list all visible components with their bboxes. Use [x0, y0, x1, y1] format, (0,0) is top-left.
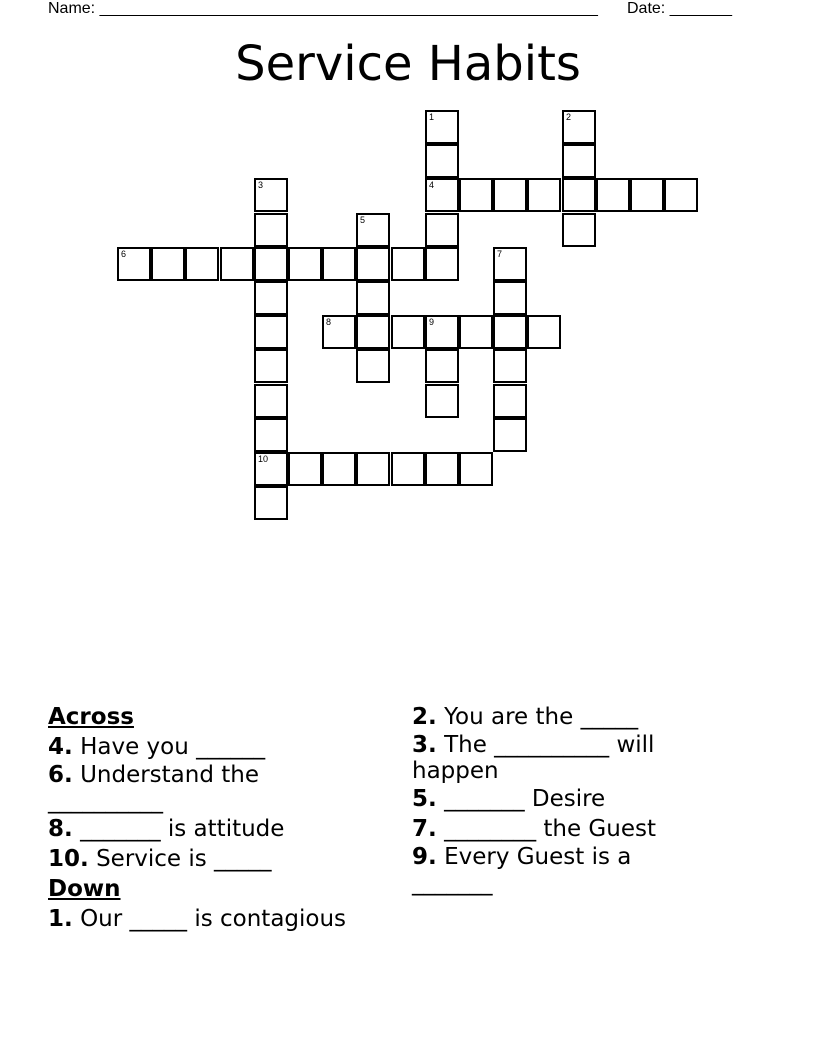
grid-cell[interactable]	[356, 452, 390, 486]
grid-cell[interactable]	[425, 452, 459, 486]
down-clue-7: 7. ________ the Guest	[412, 816, 656, 842]
grid-cell[interactable]	[322, 247, 356, 281]
grid-cell[interactable]	[185, 247, 219, 281]
grid-cell[interactable]	[391, 247, 425, 281]
grid-cell[interactable]	[425, 110, 459, 144]
grid-cell[interactable]	[596, 178, 630, 212]
down-clue-2: 2. You are the _____	[412, 704, 639, 730]
cell-number: 9	[429, 317, 435, 327]
date-field-label: Date: _______	[627, 0, 732, 17]
name-field-label: Name: ________________________________________________________	[48, 0, 598, 17]
clues-left-column	[48, 702, 378, 934]
grid-cell[interactable]	[117, 247, 151, 281]
down-clue-3: 3. The __________ will happen	[412, 732, 655, 784]
grid-cell[interactable]	[425, 349, 459, 383]
grid-cell[interactable]	[254, 315, 288, 349]
down-clue-9: 9. Every Guest is a _______	[412, 844, 632, 896]
grid-cell[interactable]	[356, 315, 390, 349]
across-clue-6: 6. Understand the __________	[48, 762, 260, 814]
down-clue-1: 1. Our _____ is contagious	[48, 906, 347, 932]
grid-cell[interactable]	[391, 452, 425, 486]
grid-cell[interactable]	[254, 418, 288, 452]
grid-cell[interactable]	[322, 315, 356, 349]
grid-cell[interactable]	[562, 213, 596, 247]
puzzle-title: Service Habits	[235, 36, 581, 92]
cell-number: 8	[326, 317, 332, 327]
grid-cell[interactable]	[493, 281, 527, 315]
cell-number: 10	[258, 454, 269, 464]
grid-cell[interactable]	[459, 452, 493, 486]
grid-cell[interactable]	[425, 213, 459, 247]
grid-cell[interactable]	[527, 315, 561, 349]
clues-right-column	[412, 702, 712, 896]
grid-cell[interactable]	[356, 281, 390, 315]
grid-cell[interactable]	[527, 178, 561, 212]
grid-cell[interactable]	[459, 315, 493, 349]
grid-cell[interactable]	[493, 315, 527, 349]
grid-cell[interactable]	[630, 178, 664, 212]
cell-number: 2	[566, 112, 572, 122]
grid-cell[interactable]	[664, 178, 698, 212]
grid-cell[interactable]	[288, 452, 322, 486]
grid-cell[interactable]	[151, 247, 185, 281]
down-heading: Down	[48, 876, 121, 902]
grid-cell[interactable]	[254, 452, 288, 486]
grid-cell[interactable]	[425, 178, 459, 212]
grid-cell[interactable]	[425, 144, 459, 178]
grid-cell[interactable]	[562, 178, 596, 212]
grid-cell[interactable]	[356, 213, 390, 247]
grid-cell[interactable]	[254, 247, 288, 281]
cell-number: 1	[429, 112, 435, 122]
across-clue-10: 10. Service is _____	[48, 846, 272, 872]
grid-cell[interactable]	[220, 247, 254, 281]
grid-cell[interactable]	[356, 247, 390, 281]
cell-number: 5	[360, 215, 366, 225]
cell-number: 4	[429, 180, 435, 190]
grid-cell[interactable]	[493, 384, 527, 418]
grid-cell[interactable]	[254, 349, 288, 383]
grid-cell[interactable]	[391, 315, 425, 349]
cell-number: 6	[121, 249, 127, 259]
grid-cell[interactable]	[322, 452, 356, 486]
grid-cell[interactable]	[425, 315, 459, 349]
across-heading: Across	[48, 704, 134, 730]
grid-cell[interactable]	[425, 247, 459, 281]
across-clue-4: 4. Have you ______	[48, 734, 266, 760]
grid-cell[interactable]	[493, 178, 527, 212]
grid-cell[interactable]	[459, 178, 493, 212]
grid-cell[interactable]	[493, 418, 527, 452]
grid-cell[interactable]	[254, 281, 288, 315]
grid-cell[interactable]	[254, 486, 288, 520]
down-clue-5: 5. _______ Desire	[412, 786, 606, 812]
grid-cell[interactable]	[254, 178, 288, 212]
grid-cell[interactable]	[562, 110, 596, 144]
grid-cell[interactable]	[254, 213, 288, 247]
grid-cell[interactable]	[288, 247, 322, 281]
grid-cell[interactable]	[493, 349, 527, 383]
grid-cell[interactable]	[356, 349, 390, 383]
cell-number: 7	[497, 249, 503, 259]
grid-cell[interactable]	[425, 384, 459, 418]
grid-cell[interactable]	[493, 247, 527, 281]
grid-cell[interactable]	[254, 384, 288, 418]
across-clue-8: 8. _______ is attitude	[48, 816, 285, 842]
cell-number: 3	[258, 180, 264, 190]
grid-cell[interactable]	[562, 144, 596, 178]
